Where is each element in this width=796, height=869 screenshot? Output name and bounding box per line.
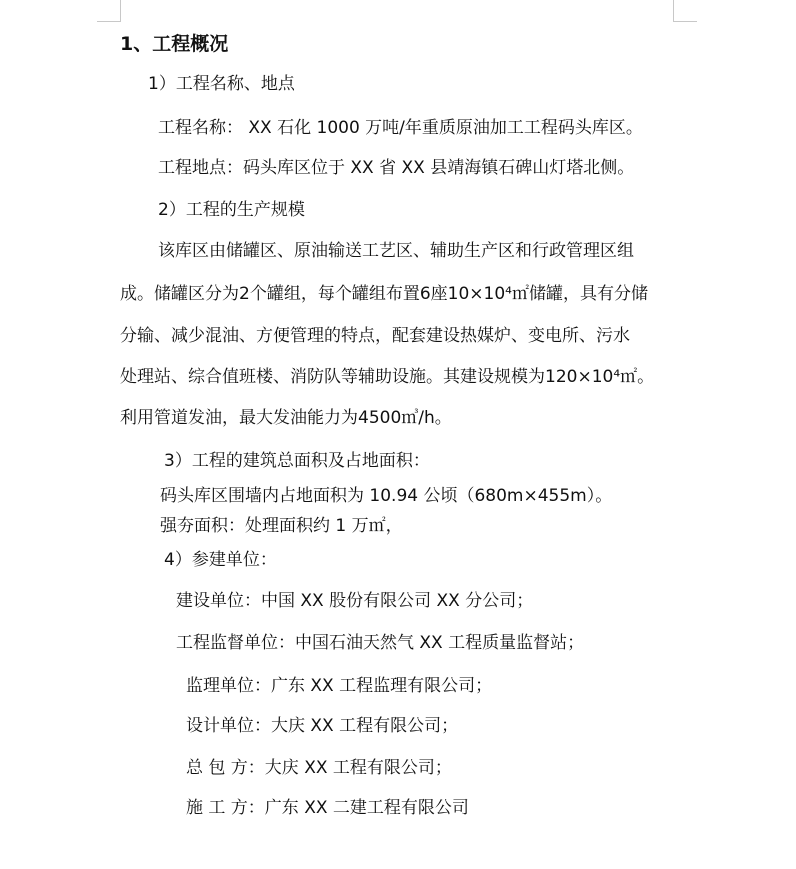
scale-paragraph-line-1: 该库区由储罐区、原油输送工艺区、辅助生产区和行政管理区组 [158, 241, 634, 261]
scale-paragraph-line-5: 利用管道发油，最大发油能力为4500㎥/h。 [120, 408, 452, 428]
crop-mark-top-left-vertical [120, 0, 121, 22]
section-heading: 1、工程概况 [120, 33, 229, 55]
dynamic-compaction-line: 强夯面积：处理面积约 1 万㎡， [160, 516, 403, 536]
unit-owner: 建设单位：中国 XX 股份有限公司 XX 分公司； [176, 591, 534, 611]
subsection-1-title: 1）工程名称、地点 [148, 74, 295, 94]
scale-paragraph-line-2: 成。储罐区分为2个罐组，每个罐组布置6座10×10⁴㎡储罐，具有分储 [120, 284, 648, 304]
unit-general-contractor: 总 包 方：大庆 XX 工程有限公司； [186, 758, 452, 778]
land-area-line: 码头库区围墙内占地面积为 10.94 公顷（680m×455m）。 [160, 486, 613, 506]
subsection-3-title: 3）工程的建筑总面积及占地面积： [164, 451, 430, 471]
subsection-2-title: 2）工程的生产规模 [158, 200, 305, 220]
unit-supervisor: 监理单位：广东 XX 工程监理有限公司； [186, 676, 493, 696]
project-location-line: 工程地点：码头库区位于 XX 省 XX 县靖海镇石碑山灯塔北侧。 [158, 158, 635, 178]
crop-mark-top-right-vertical [673, 0, 674, 22]
subsection-4-title: 4）参建单位： [164, 550, 277, 570]
unit-supervision-station: 工程监督单位：中国石油天然气 XX 工程质量监督站； [176, 633, 585, 653]
crop-mark-top-left-horizontal [97, 21, 121, 22]
scale-paragraph-line-4: 处理站、综合值班楼、消防队等辅助设施。其建设规模为120×10⁴㎡。 [120, 367, 655, 387]
scale-paragraph-line-3: 分输、减少混油、方便管理的特点，配套建设热媒炉、变电所、污水 [120, 326, 630, 346]
unit-designer: 设计单位：大庆 XX 工程有限公司； [186, 716, 459, 736]
project-name-line: 工程名称： XX 石化 1000 万吨/年重质原油加工工程码头库区。 [158, 118, 643, 138]
unit-constructor: 施 工 方：广东 XX 二建工程有限公司 [186, 798, 469, 818]
crop-mark-top-right-horizontal [673, 21, 697, 22]
